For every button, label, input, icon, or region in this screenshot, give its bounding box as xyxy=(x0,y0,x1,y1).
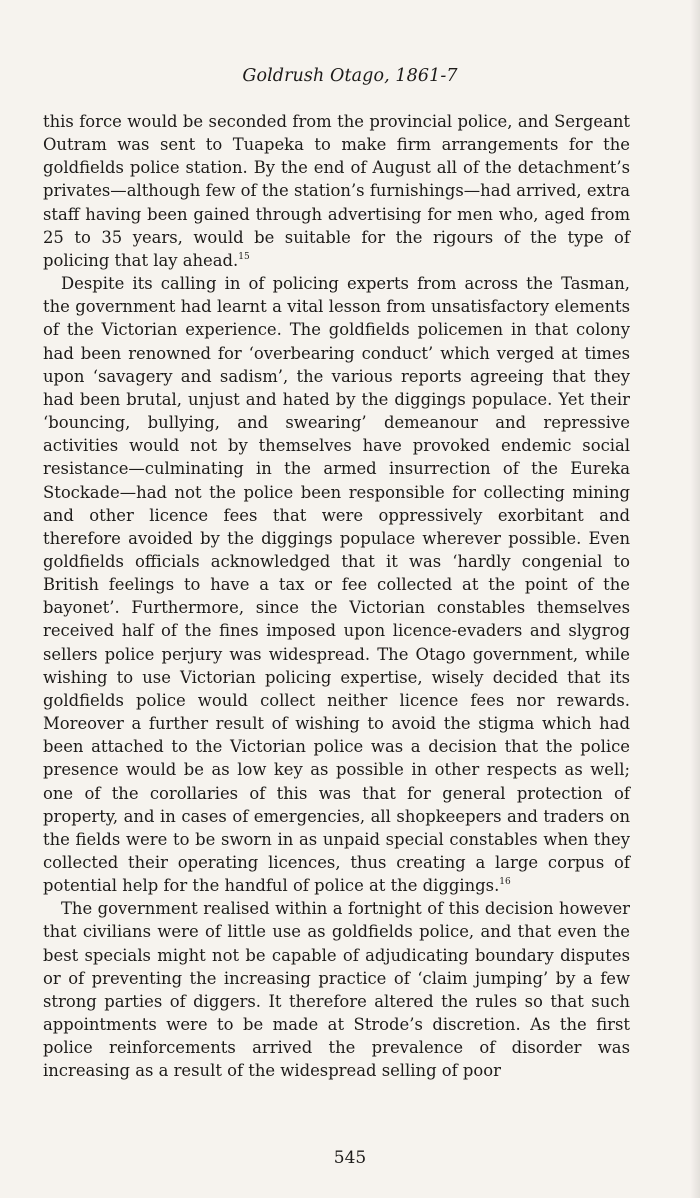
footnote-ref-15: 15 xyxy=(238,251,250,262)
page-number: 545 xyxy=(333,1148,367,1168)
paragraph-3 xyxy=(43,897,630,1082)
paragraph-2-text: Despite its calling in of policing experts from across the Tasman, the government had learnt a vital lesson from unsatisfactory elements of the Victorian experience. The goldfields policemen in that colony had been renowned for ‘overbearing conduct’ which verged at times upon ‘savagery and sadism’, the various reports agreeing that they had been brutal, unjust and hated by the diggings populace. Yet their ‘bouncing, bullying, and swearing’ demeanour and repressive activities would not by themselves have provoked endemic social resistance—culminating in the armed insurrection of the Eureka Stockade—had not the police been responsible for collecting mining and other licence fees that were oppressively exorbitant and therefore avoided by the diggings populace wherever possible. Even goldfields officials acknowledged that it was ‘hardly congenial to British feelings to have a tax or fee collected at the point of the bayonet’. Furthermore, since the Victorian constables themselves received half of the fines imposed upon licence-evaders and slygrog sellers police perjury was widespread. The Otago government, while wishing to use Victorian policing expertise, wisely decided that its goldfields police would collect neither licence fees nor rewards. Moreover a further result of wishing to avoid the stigma which had been attached to the Victorian police was a decision that the police presence would be as low key as possible in other respects as well; one of the corollaries of this was that for general protection of property, and in cases of emergencies, all shopkeepers and traders on the fields were to be sworn in as unpaid special constables when they collected their operating licences, thus creating a large corpus of potential help for the handful of police at the diggings. xyxy=(43,274,630,896)
paragraph-2 xyxy=(43,272,630,897)
body-text xyxy=(43,110,630,1083)
running-head: Goldrush Otago, 1861-7 xyxy=(242,66,458,86)
paragraph-3-text: The government realised within a fortnight of this decision however that civilians were of little use as goldfields police, and that even the best specials might not be capable of adjudicating boundary disputes or of preventing the increasing practice of ‘claim jumping’ by a few strong parties of diggers. It therefore altered the rules so that such appointments were to be made at Strode’s discretion. As the first police reinforcements arrived the prevalence of disorder was increasing as a result of the widespread selling of poor xyxy=(43,899,630,1081)
footnote-ref-16: 16 xyxy=(499,877,511,888)
paragraph-1-text: this force would be seconded from the provincial police, and Sergeant Outram was sent to Tuapeka to make firm arrangements for the goldfields police station. By the end of August all of the detachment’s privates—although few of the station’s furnishings—had arrived, extra staff having been gained through advertising for men who, aged from 25 to 35 years, would be suitable for the rigours of the type of policing that lay ahead. xyxy=(43,112,630,270)
paragraph-1 xyxy=(43,110,630,272)
page-edge-shadow xyxy=(690,0,700,1198)
